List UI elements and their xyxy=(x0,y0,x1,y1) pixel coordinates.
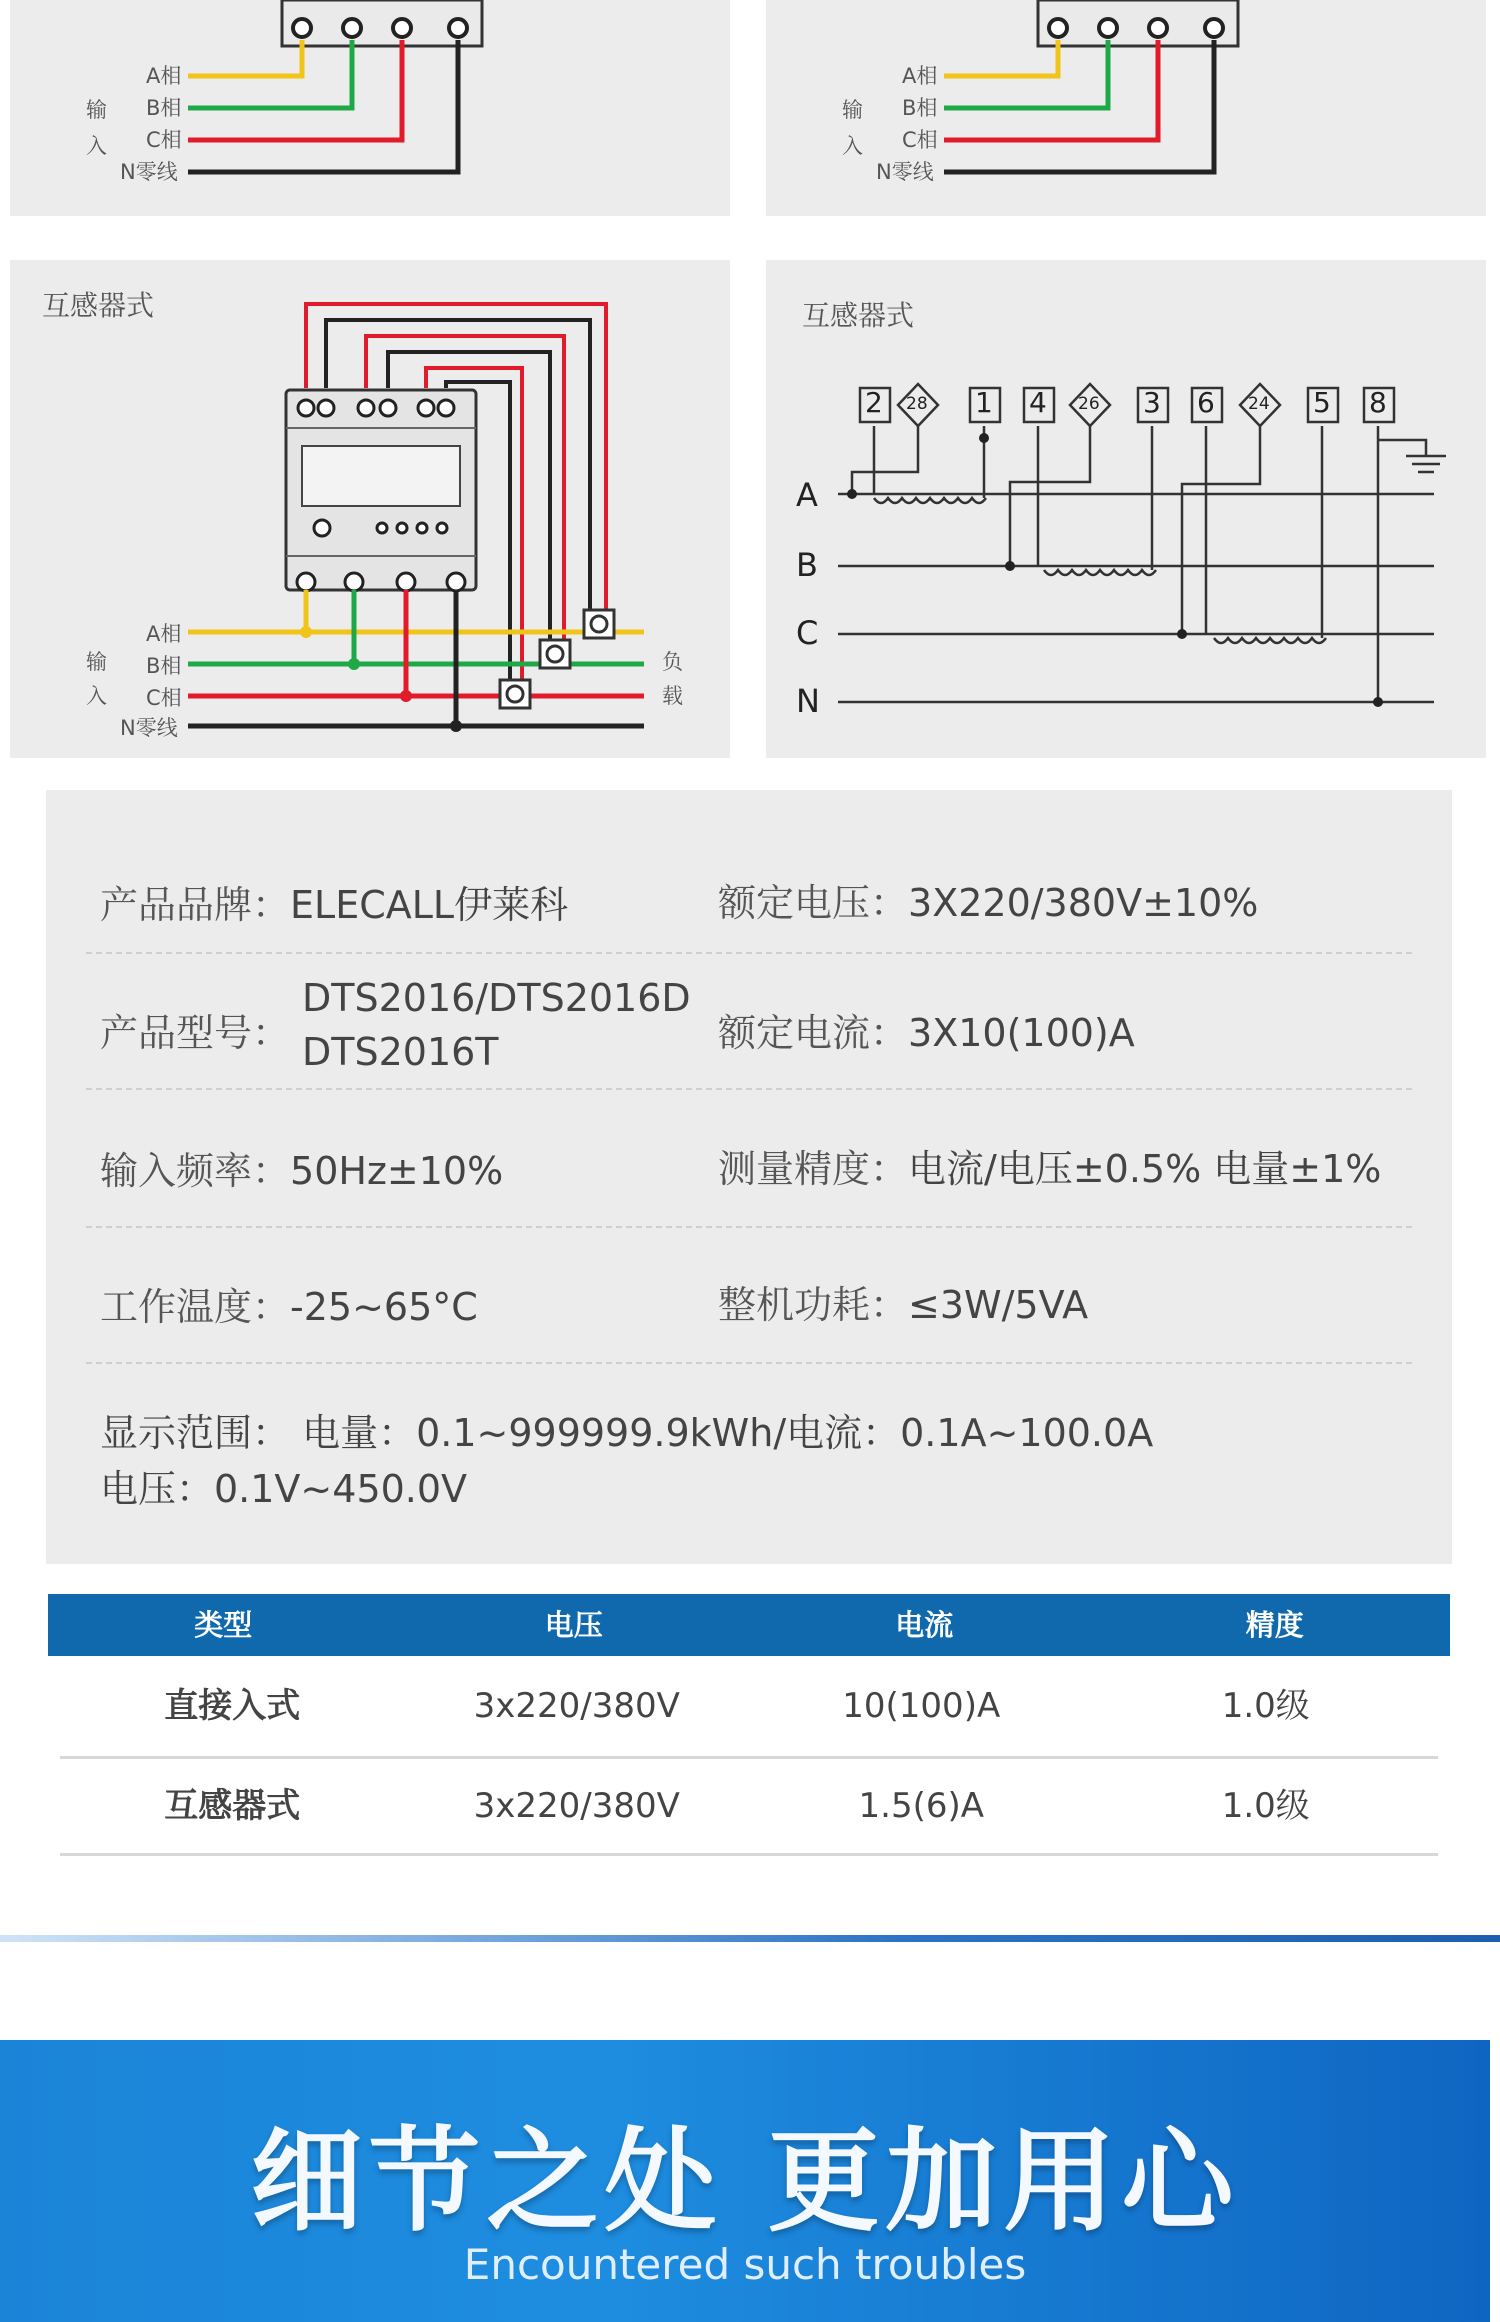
spec-row-brand xyxy=(86,790,1412,954)
spec-panel xyxy=(46,790,1452,1564)
neutral-label: N零线 xyxy=(876,160,934,184)
transformer-title: 互感器式 xyxy=(42,289,155,322)
spec-row-freq xyxy=(86,1090,1412,1228)
spec-row-model xyxy=(86,954,1412,1090)
brand-label: 产品品牌： xyxy=(100,883,291,927)
voltage-value: 3X220/380V±10% xyxy=(908,881,1259,925)
display-range-line-2: 电压：0.1V~450.0V xyxy=(100,1467,468,1511)
phase-b-label: B相 xyxy=(146,96,182,120)
phase-c-label: C相 xyxy=(902,128,938,152)
cell-current: 1.5(6)A xyxy=(858,1786,984,1826)
terminal-2: 2 xyxy=(865,386,883,419)
transformer-schematic-diagram xyxy=(766,260,1486,758)
phase-c-label: C相 xyxy=(146,686,182,710)
terminal-24: 24 xyxy=(1248,394,1270,414)
terminal-26: 26 xyxy=(1078,394,1100,414)
terminal-1: 1 xyxy=(975,386,993,419)
temp-value: -25~65°C xyxy=(290,1285,478,1329)
temp-label: 工作温度： xyxy=(100,1285,291,1329)
model-value-2: DTS2016T xyxy=(302,1030,499,1074)
header-voltage: 电压 xyxy=(544,1608,603,1642)
cell-type: 直接入式 xyxy=(164,1686,301,1726)
neutral-label: N零线 xyxy=(120,160,178,184)
cell-accuracy: 1.0级 xyxy=(1221,1786,1310,1826)
freq-label: 输入频率： xyxy=(100,1149,291,1193)
brand-value: ELECALL伊莱科 xyxy=(290,883,569,927)
table-header xyxy=(48,1594,1450,1656)
phase-a-label: A相 xyxy=(146,64,182,88)
neutral-label: N零线 xyxy=(120,716,178,740)
phase-a-label: A相 xyxy=(146,622,182,646)
terminal-3: 3 xyxy=(1143,386,1161,419)
input-label-1: 输 xyxy=(86,650,107,674)
input-label-2: 入 xyxy=(86,684,107,708)
accuracy-value: 电流/电压±0.5% 电量±1% xyxy=(908,1147,1382,1191)
cell-current: 10(100)A xyxy=(842,1686,1001,1726)
header-accuracy: 精度 xyxy=(1245,1608,1304,1642)
banner-subtitle: Encountered such troubles xyxy=(463,2240,1027,2289)
power-label: 整机功耗： xyxy=(718,1283,909,1327)
load-label-1: 负 xyxy=(662,650,683,674)
display-range-line-1: 显示范围： 电量：0.1~999999.9kWh/电流：0.1A~100.0A xyxy=(100,1411,1154,1455)
phase-b-label: B相 xyxy=(902,96,938,120)
header-current: 电流 xyxy=(895,1608,954,1642)
current-label: 额定电流： xyxy=(718,1011,909,1055)
section-divider xyxy=(0,1935,1500,1942)
line-b-label: B xyxy=(796,546,818,584)
table-row xyxy=(60,1656,1438,1759)
power-value: ≤3W/5VA xyxy=(908,1283,1089,1327)
current-value: 3X10(100)A xyxy=(908,1011,1135,1055)
schematic-title: 互感器式 xyxy=(802,299,915,332)
input-label-2: 入 xyxy=(86,134,107,158)
input-label-2: 入 xyxy=(842,134,863,158)
line-n-label: N xyxy=(796,682,820,720)
phase-c-label: C相 xyxy=(146,128,182,152)
table-row xyxy=(60,1759,1438,1856)
model-label: 产品型号： xyxy=(100,1011,291,1055)
terminal-6: 6 xyxy=(1197,386,1215,419)
terminal-5: 5 xyxy=(1313,386,1331,419)
cell-type: 互感器式 xyxy=(164,1786,301,1826)
accuracy-label: 测量精度： xyxy=(718,1147,909,1191)
cell-accuracy: 1.0级 xyxy=(1221,1686,1310,1726)
spec-table xyxy=(48,1594,1450,1856)
banner-title: 细节之处 更加用心 xyxy=(250,2117,1240,2247)
freq-value: 50Hz±10% xyxy=(290,1149,504,1193)
header-type: 类型 xyxy=(194,1608,253,1642)
load-label-2: 载 xyxy=(662,684,683,708)
line-a-label: A xyxy=(796,476,818,514)
line-c-label: C xyxy=(796,614,819,652)
phase-a-label: A相 xyxy=(902,64,938,88)
terminal-28: 28 xyxy=(906,394,928,414)
spec-row-temp xyxy=(86,1228,1412,1364)
direct-wiring-diagram-right xyxy=(766,0,1486,216)
direct-wiring-diagram-left xyxy=(10,0,730,216)
cell-voltage: 3x220/380V xyxy=(473,1686,680,1726)
model-value-1: DTS2016/DTS2016D xyxy=(302,976,691,1020)
voltage-label: 额定电压： xyxy=(718,881,909,925)
phase-b-label: B相 xyxy=(146,654,182,678)
input-label-1: 输 xyxy=(86,98,107,122)
cell-voltage: 3x220/380V xyxy=(473,1786,680,1826)
transformer-wiring-diagram xyxy=(10,260,730,758)
terminal-8: 8 xyxy=(1369,386,1387,419)
details-banner xyxy=(0,2040,1490,2322)
terminal-4: 4 xyxy=(1029,386,1047,419)
input-label-1: 输 xyxy=(842,98,863,122)
